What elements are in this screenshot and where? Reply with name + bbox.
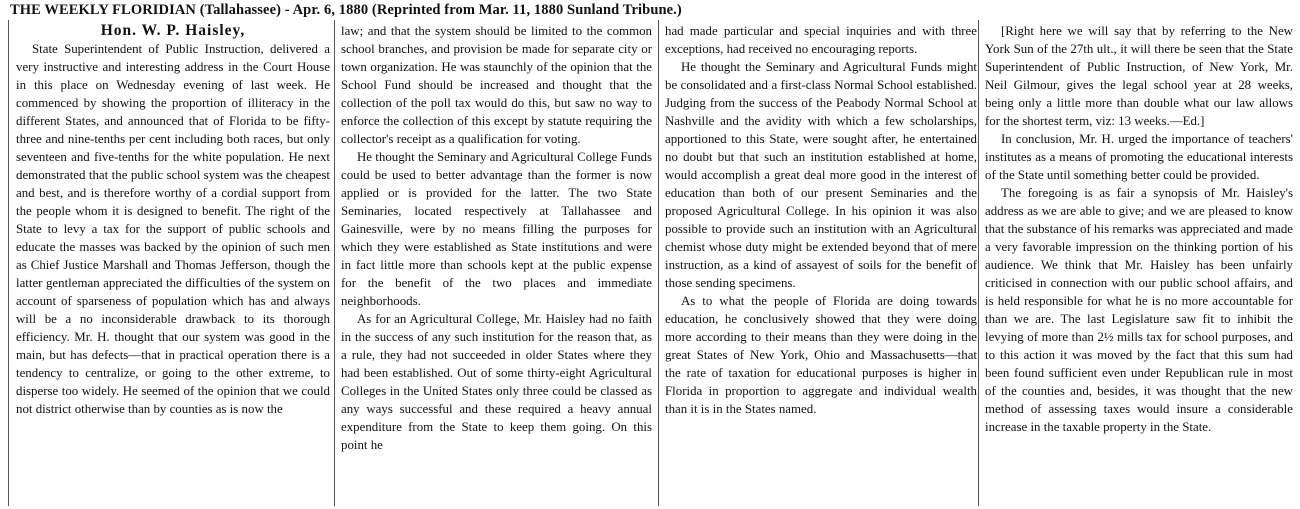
column-rule xyxy=(334,20,335,506)
column-rule xyxy=(658,20,659,506)
paragraph: In conclusion, Mr. H. urged the importance of teachers' institutes as a means of promoting the educational interests of the State until something better could be provided. xyxy=(985,132,1293,182)
column-rule xyxy=(8,20,9,506)
column-rule xyxy=(978,20,979,506)
paragraph: law; and that the system should be limited to the common school branches, and provision be made for separate city or town organization. He was staunchly of the opinion that the School Fund should be increased and thought that the collection of the poll tax would do this, but saw no way to enforce the collection of this except by statute requiring the collector's receipt as a qualification for voting. xyxy=(341,24,652,146)
paragraph: He thought the Seminary and Agricultural College Funds could be used to better advantage than the former is now applied or is provided for the latter. The two State Seminaries, located respectively at Tallahassee and Gainesville, were by no means filling the purposes for which they were established as State institutions and were in fact little more than schools kept at the public expense for the benefit of the two places and immediate neighborhoods. xyxy=(341,150,652,308)
masthead: THE WEEKLY FLORIDIAN (Tallahassee) - Apr. 6, 1880 (Reprinted from Mar. 11, 1880 Sunland Tribune.) xyxy=(10,2,682,18)
column-3 xyxy=(665,22,977,506)
paragraph: had made particular and special inquiries and with three exceptions, had received no encouraging reports. xyxy=(665,24,977,56)
article-headline: Hon. W. P. Haisley, xyxy=(100,22,246,39)
paragraph: He thought the Seminary and Agricultural Funds might be consolidated and a first-class Normal School established. Judging from the success of the Peabody Normal School at Nashville and the avidity with which a few scholarships, apportioned to this State, were sought after, he entertained no doubt but that such an institution established at home, would accomplish a great deal more good in the interest of education than both of our present Seminaries and the proposed Agricultural College. In his opinion it was also possible to provide such an institution with an Agricultural chemist whose duty might be extended beyond that of mere instruction, as a kind of assayest of soils for the benefit of those sending specimens. xyxy=(665,60,977,290)
paragraph: State Superintendent of Public Instruction, delivered a very instructive and interesting address in the Court House in this place on Wednesday evening of last week. He commenced by showing the proportion of illiteracy in the different States, and announced that of Florida to be fifty-three and nine-tenths per cent including both races, but only seventeen and five-tenths for the white population. He next demonstrated that the public school system was the cheapest and best, and is therefore worthy of a cordial support from the people whom it is designed to benefit. The right of the State to levy a tax for the support of public schools and educate the masses was backed by the opinion of such men as Chief Justice Marshall and Thomas Jefferson, though the latter gentleman appreciated the difficulties of the system on account of sparseness of population which has and always will be a no inconsiderable drawback to its thorough efficiency. Mr. H. thought that our system was good in the main, but has defects—that in practical operation there is a tendency to centralize, or going to the other extreme, to disperse too widely. He seemed of the opinion that we could not district otherwise than by counties as is now the xyxy=(16,42,330,416)
column-1 xyxy=(16,22,330,506)
paragraph: The foregoing is as fair a synopsis of Mr. Haisley's address as we are able to give; and we are pleased to know that the substance of his remarks was appreciated and made a very favorable impression on the thinking portion of his audience. We think that Mr. Haisley has been unfairly criticised in connection with our public school affairs, and is held responsible for what he is no more accountable for than we are. The last Legislature saw fit to inhibit the levying of more than 2½ mills tax for school purposes, and to this action it was moved by the fact that this sum had been found sufficient even under Republican rule in most of the counties and, besides, it was thought that the new method of assessing taxes would insure a considerable increase in the taxable property in the State. xyxy=(985,186,1293,434)
editor-note: [Right here we will say that by referring to the New York Sun of the 27th ult., it will there be seen that the State Superintendent of Public Instruction, of New York, Mr. Neil Gilmour, gives the legal school year at 28 weeks, being only a little more than double what our law allows for the shortest term, viz: 13 weeks.—Ed.] xyxy=(985,24,1293,128)
paragraph: As for an Agricultural College, Mr. Haisley had no faith in the success of any such institution for the reason that, as a rule, they had not succeeded in older States where they had been established. Out of some thirty-eight Agricultural Colleges in the United States only three could be classed as any ways successful and these required a heavy annual expenditure from the State to keep them going. On this point he xyxy=(341,312,652,452)
paragraph: As to what the people of Florida are doing towards education, he conclusively showed that they were doing more according to their means than they were doing in the great States of New York, Ohio and Massachusetts—that the rate of taxation for educational purposes is higher in Florida in proportion to aggregate and individual wealth than it is in the States named. xyxy=(665,294,977,416)
column-2 xyxy=(341,22,652,506)
column-4 xyxy=(985,22,1293,506)
